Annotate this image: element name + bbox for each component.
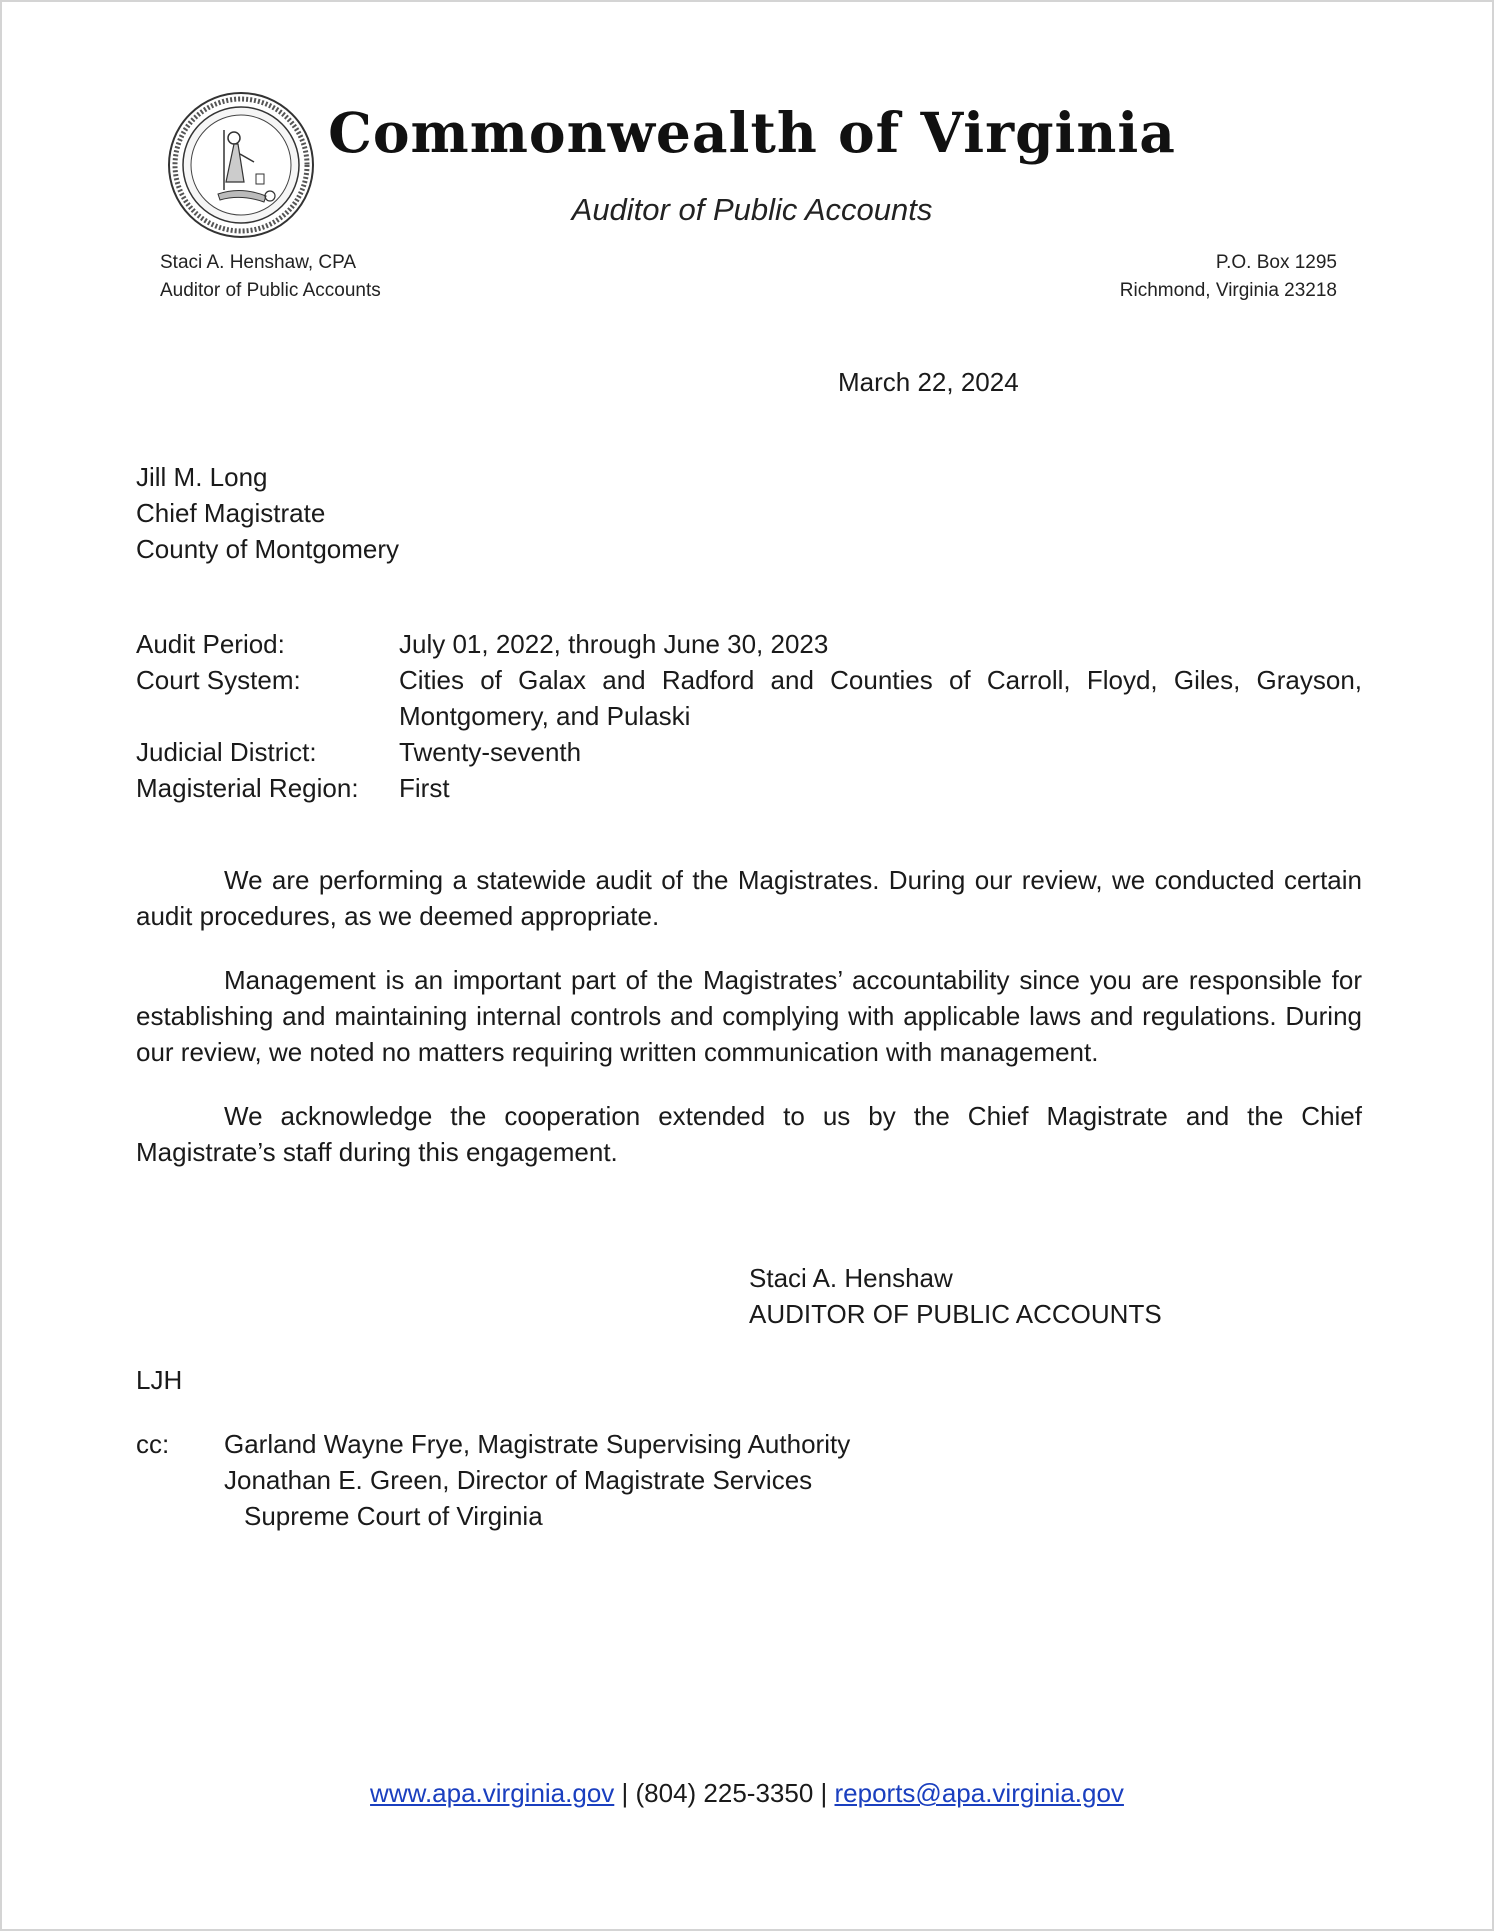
cc-block — [136, 1426, 850, 1534]
recipient-block — [136, 459, 399, 567]
audit-info-row — [136, 662, 1362, 734]
body-paragraph: We acknowledge the cooperation extended to us by the Chief Magistrate and the Chief Magistrate’s staff during this engagement. — [136, 1101, 1362, 1167]
audit-info-label: Judicial District: — [136, 737, 317, 767]
letter-body — [136, 862, 1362, 1198]
signature-block — [749, 1260, 1162, 1332]
recipient-county: County of Montgomery — [136, 534, 400, 564]
footer-separator: | — [813, 1778, 835, 1808]
audit-info-row — [136, 734, 1362, 770]
virginia-state-seal-icon — [166, 90, 316, 240]
recipient-name: Jill M. Long — [136, 462, 268, 492]
typist-initials: LJH — [136, 1365, 183, 1395]
footer-separator: | — [614, 1778, 636, 1808]
audit-info-label: Court System: — [136, 665, 301, 695]
sender-title: Auditor of Public Accounts — [160, 280, 381, 301]
address-line-1: P.O. Box 1295 — [1215, 252, 1337, 273]
audit-info-row — [136, 626, 1362, 662]
cc-recipient-2-org: Supreme Court of Virginia — [244, 1501, 543, 1531]
audit-info-value: Cities of Galax and Radford and Counties of Carroll, Floyd, Giles, Grayson, Montgomery, and Pulaski — [399, 665, 1362, 731]
audit-info-value: First — [399, 773, 450, 803]
letter-date: March 22, 2024 — [838, 367, 1019, 397]
audit-info-row — [136, 770, 1362, 806]
footer-contact — [2, 1775, 1492, 1811]
email-link[interactable]: reports@apa.virginia.gov — [834, 1778, 1124, 1808]
signature-name: Staci A. Henshaw — [749, 1263, 953, 1293]
signature-title: AUDITOR OF PUBLIC ACCOUNTS — [749, 1299, 1162, 1329]
phone-number: (804) 225-3350 — [635, 1778, 814, 1808]
address-block — [1120, 249, 1337, 305]
website-link[interactable]: www.apa.virginia.gov — [370, 1778, 615, 1808]
body-paragraph: Management is an important part of the Magistrates’ accountability since you are responsible for establishing and maintaining internal controls and complying with applicable laws and regulations. During our review, we noted no matters requiring written communication with management. — [136, 965, 1362, 1067]
cc-recipient-1: Garland Wayne Frye, Magistrate Supervising Authority — [224, 1429, 851, 1459]
cc-label: cc: — [136, 1429, 170, 1459]
recipient-title: Chief Magistrate — [136, 498, 326, 528]
address-line-2: Richmond, Virginia 23218 — [1119, 280, 1337, 301]
sender-block — [160, 249, 381, 305]
cc-recipient-2: Jonathan E. Green, Director of Magistrate Services — [224, 1465, 813, 1495]
letterhead-subtitle: Auditor of Public Accounts — [571, 192, 933, 227]
body-paragraph: We are performing a statewide audit of the Magistrates. During our review, we conducted certain audit procedures, as we deemed appropriate. — [136, 865, 1362, 931]
audit-info-value: Twenty-seventh — [399, 737, 582, 767]
audit-info-label: Audit Period: — [136, 629, 285, 659]
sender-name: Staci A. Henshaw, CPA — [160, 252, 357, 273]
audit-info-label: Magisterial Region: — [136, 773, 359, 803]
letterhead-title: Commonwealth of Virginia — [328, 100, 1176, 165]
audit-info-value: July 01, 2022, through June 30, 2023 — [399, 629, 829, 659]
audit-info-table — [136, 626, 1362, 806]
